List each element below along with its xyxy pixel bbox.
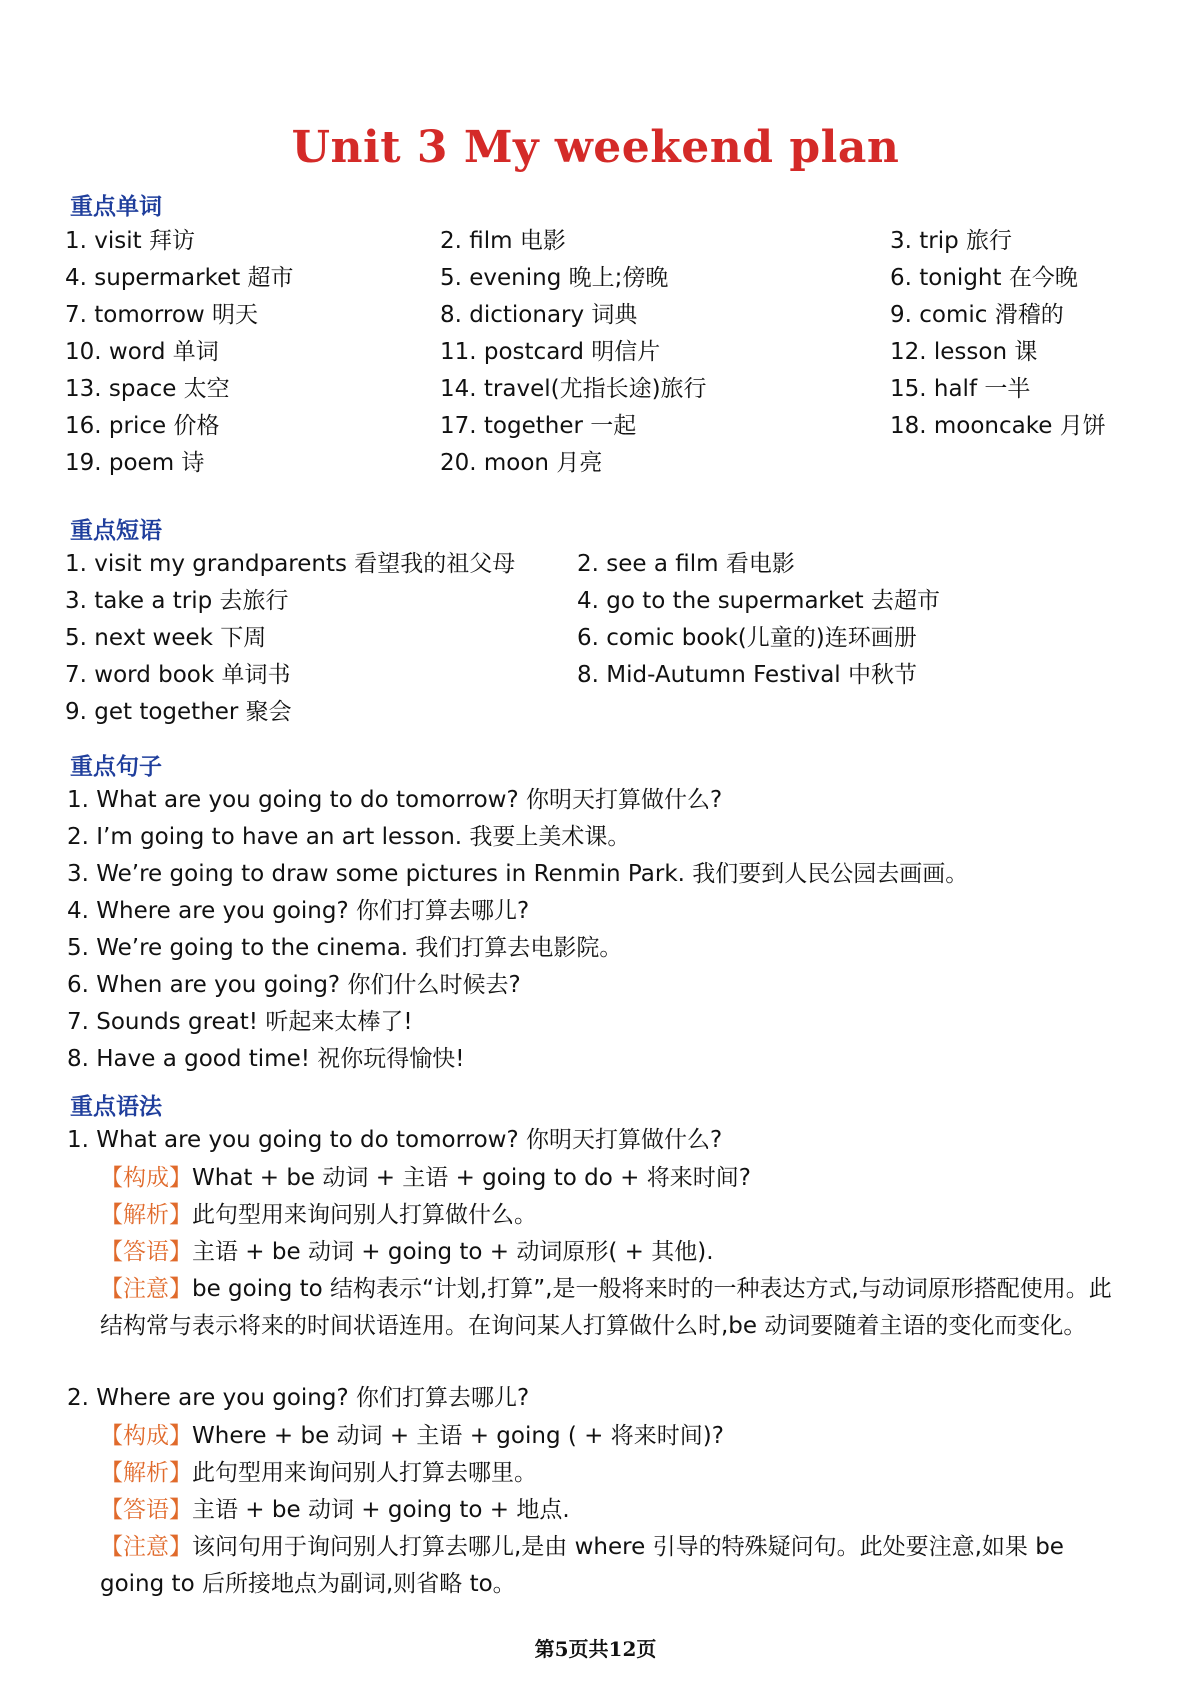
word-item: 10. word 单词 [65,339,219,365]
note-text: be going to 结构表示“计划,打算”,是一般将来时的一种表达方式,与动词原形搭配使用。此结构常与表示将来的时间状语连用。在询问某人打算做什么时,be 动词要随着主语的变化而变化。 [100,1276,1112,1339]
grammar-answer [100,1234,1125,1271]
analysis-tag: 【解析】 [100,1202,192,1228]
grammar-analysis [100,1197,1125,1234]
word-item: 4. supermarket 超市 [65,265,294,291]
answer-text: 主语 + be 动词 + going to + 地点. [192,1497,570,1523]
sentence-item: 6. When are you going? 你们什么时候去? [67,972,521,998]
analysis-text: 此句型用来询问别人打算做什么。 [192,1202,537,1228]
word-item: 7. tomorrow 明天 [65,302,259,328]
word-item: 9. comic 滑稽的 [890,302,1064,328]
phrase-item: 2. see a film 看电影 [577,551,795,577]
note-tag: 【注意】 [100,1276,192,1302]
grammar-answer [100,1492,1125,1529]
word-item: 5. evening 晚上;傍晚 [440,265,669,291]
analysis-text: 此句型用来询问别人打算去哪里。 [192,1460,537,1486]
grammar-heading: 重点语法 [70,1093,162,1120]
grammar-structure [100,1160,1125,1197]
answer-text: 主语 + be 动词 + going to + 动词原形( + 其他). [192,1239,714,1265]
structure-tag: 【构成】 [100,1423,192,1449]
grammar-structure [100,1418,1125,1455]
word-item: 12. lesson 课 [890,339,1038,365]
word-item: 15. half 一半 [890,376,1031,402]
note-text: 该问句用于询问别人打算去哪儿,是由 where 引导的特殊疑问句。此处要注意,如果 be going to 后所接地点为副词,则省略 to。 [100,1534,1064,1597]
phrase-item: 6. comic book(儿童的)连环画册 [577,625,917,651]
answer-tag: 【答语】 [100,1239,192,1265]
phrase-item: 1. visit my grandparents 看望我的祖父母 [65,551,516,577]
word-item: 1. visit 拜访 [65,228,195,254]
grammar-analysis [100,1455,1125,1492]
phrase-item: 7. word book 单词书 [65,662,291,688]
word-item: 18. mooncake 月饼 [890,413,1106,439]
structure-tag: 【构成】 [100,1165,192,1191]
sentence-item: 5. We’re going to the cinema. 我们打算去电影院。 [67,935,623,961]
grammar-question: 2. Where are you going? 你们打算去哪儿? [67,1385,530,1411]
sentence-item: 7. Sounds great! 听起来太棒了! [67,1009,413,1035]
sentence-item: 1. What are you going to do tomorrow? 你明天打算做什么? [67,787,723,813]
structure-text: What + be 动词 + 主语 + going to do + 将来时间? [192,1165,751,1191]
page-title: Unit 3 My weekend plan [291,122,900,173]
sentence-item: 4. Where are you going? 你们打算去哪儿? [67,898,530,924]
word-item: 14. travel(尤指长途)旅行 [440,376,707,402]
phrase-item: 5. next week 下周 [65,625,267,651]
sentence-item: 3. We’re going to draw some pictures in Renmin Park. 我们要到人民公园去画画。 [67,861,969,887]
analysis-tag: 【解析】 [100,1460,192,1486]
answer-tag: 【答语】 [100,1497,192,1523]
phrase-item: 3. take a trip 去旅行 [65,588,289,614]
word-item: 19. poem 诗 [65,450,205,476]
word-item: 8. dictionary 词典 [440,302,638,328]
word-item: 3. trip 旅行 [890,228,1013,254]
grammar-note [100,1271,1125,1345]
word-item: 13. space 太空 [65,376,230,402]
note-tag: 【注意】 [100,1534,192,1560]
word-item: 6. tonight 在今晚 [890,265,1078,291]
grammar-question: 1. What are you going to do tomorrow? 你明天打算做什么? [67,1127,723,1153]
phrase-item: 4. go to the supermarket 去超市 [577,588,940,614]
phrases-heading: 重点短语 [70,517,162,544]
sentence-item: 8. Have a good time! 祝你玩得愉快! [67,1046,465,1072]
page-number: 第5页共12页 [534,1637,657,1661]
word-item: 16. price 价格 [65,413,220,439]
word-item: 2. film 电影 [440,228,566,254]
grammar-note [100,1529,1125,1603]
sentences-heading: 重点句子 [70,753,162,780]
phrase-item: 8. Mid-Autumn Festival 中秋节 [577,662,918,688]
structure-text: Where + be 动词 + 主语 + going ( + 将来时间)? [192,1423,724,1449]
word-item: 20. moon 月亮 [440,450,603,476]
word-item: 11. postcard 明信片 [440,339,661,365]
words-heading: 重点单词 [70,193,162,220]
phrase-item: 9. get together 聚会 [65,699,292,725]
word-item: 17. together 一起 [440,413,637,439]
sentence-item: 2. I’m going to have an art lesson. 我要上美术课。 [67,824,631,850]
